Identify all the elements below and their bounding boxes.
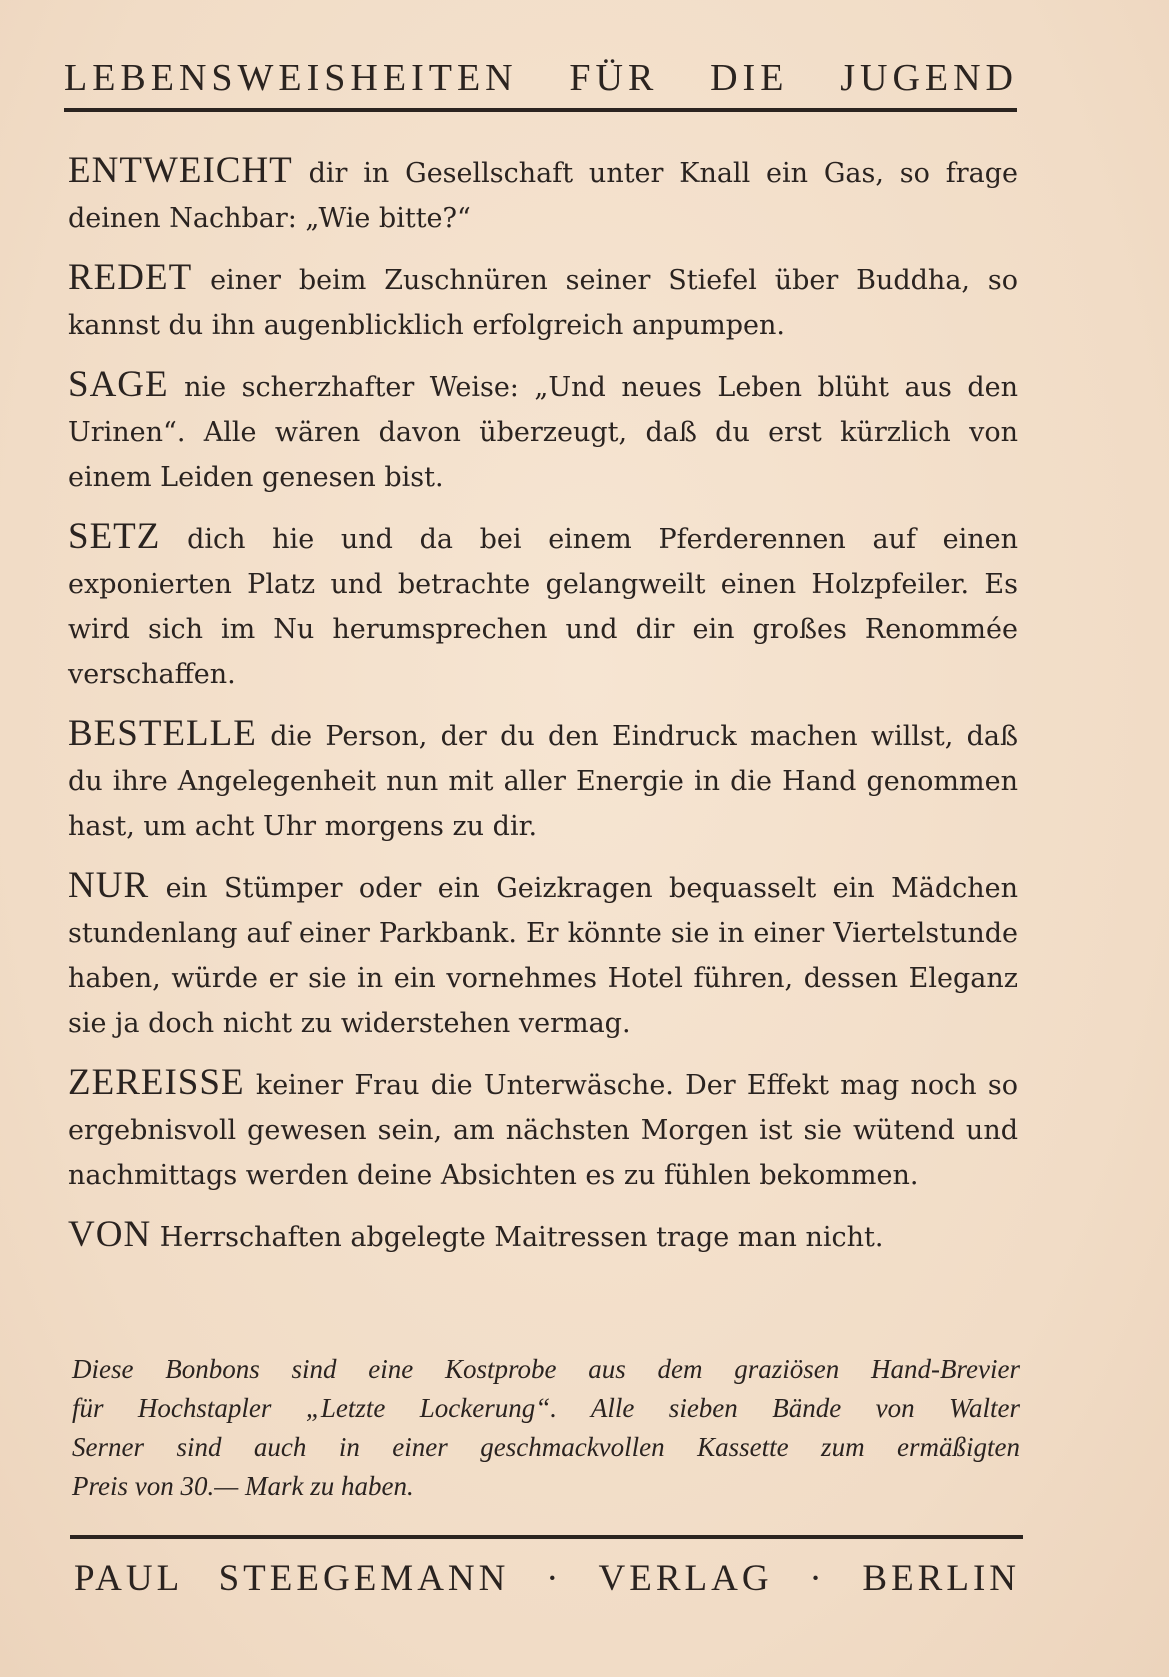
aphorism-text: nie scherzhafter Weise: „Und neues Leben blüht aus den Urinen“. Alle wären davon überzeugt, daß du erst kürzlich von einem Leiden genesen bist. xyxy=(68,372,1018,493)
advertisement-note xyxy=(72,1350,1020,1506)
top-rule xyxy=(64,108,1017,112)
publisher-imprint: PAUL STEEGEMANN · VERLAG · BERLIN xyxy=(74,1558,1020,1599)
aphorism-lead-word: SETZ xyxy=(68,516,161,557)
aphorism xyxy=(68,1212,1018,1260)
aphorism-text: dir in Gesellschaft unter Knall ein Gas, so frage deinen Nachbar: „Wie bitte?“ xyxy=(68,158,1018,234)
aphorism-text: dich hie und da bei einem Pferderennen auf einen exponierten Platz und betrachte gelangweilt einen Holzpfeiler. Es wird sich im Nu herumsprechen und dir ein großes Renommée verschaffen. xyxy=(68,524,1018,690)
aphorism xyxy=(68,1060,1018,1198)
aphorism-text: Herrschaften abgelegte Maitressen trage man nicht. xyxy=(159,1222,884,1253)
aphorism xyxy=(68,255,1018,348)
aphorism-lead-word: ZEREISSE xyxy=(68,1062,245,1103)
aphorism-text: keiner Frau die Unterwäsche. Der Effekt mag noch so ergebnisvoll gewesen sein, am nächsten Morgen ist sie wütend und nachmittags werden deine Absichten es zu fühlen bekommen. xyxy=(68,1070,1019,1191)
aphorism xyxy=(68,362,1018,500)
aphorism-lead-word: REDET xyxy=(68,257,193,298)
aphorism-text: die Person, der du den Eindruck machen willst, daß du ihre Angelegenheit nun mit aller Energie in die Hand genommen hast, um acht Uhr morgens zu dir. xyxy=(68,721,1018,842)
aphorism xyxy=(68,514,1018,697)
bottom-rule xyxy=(70,1535,1023,1539)
page-heading: LEBENSWEISHEITEN FÜR DIE JUGEND xyxy=(64,57,1018,99)
note-line: Diese Bonbons sind eine Kostprobe aus dem graziösen Hand-Brevier xyxy=(72,1354,1020,1384)
aphorism-lead-word: ENTWEICHT xyxy=(68,150,293,191)
note-line: Serner sind auch in einer geschmackvollen Kassette zum ermäßigten xyxy=(72,1432,1020,1462)
aphorism-lead-word: NUR xyxy=(68,865,150,906)
aphorism xyxy=(68,711,1018,849)
aphorism xyxy=(68,863,1018,1046)
aphorism-text: ein Stümper oder ein Geizkragen bequasselt ein Mädchen stundenlang auf einer Parkbank. Er könnte sie in einer Viertelstunde haben, würde er sie in ein vornehmes Hotel führen, dessen Eleganz sie ja doch nicht zu widerstehen vermag. xyxy=(68,873,1018,1039)
aphorism-lead-word: BESTELLE xyxy=(68,713,257,754)
aphorism-lead-word: VON xyxy=(68,1214,152,1255)
note-line: für Hochstapler „Letzte Lockerung“. Alle sieben Bände von Walter xyxy=(72,1393,1020,1423)
note-line: Preis von 30.— Mark zu haben. xyxy=(72,1471,414,1501)
aphorism xyxy=(68,148,1018,241)
aphorism-list xyxy=(68,148,1018,1274)
aphorism-lead-word: SAGE xyxy=(68,364,169,405)
aphorism-text: einer beim Zuschnüren seiner Stiefel über Buddha, so kannst du ihn augenblicklich erfolgreich anpumpen. xyxy=(68,265,1018,341)
